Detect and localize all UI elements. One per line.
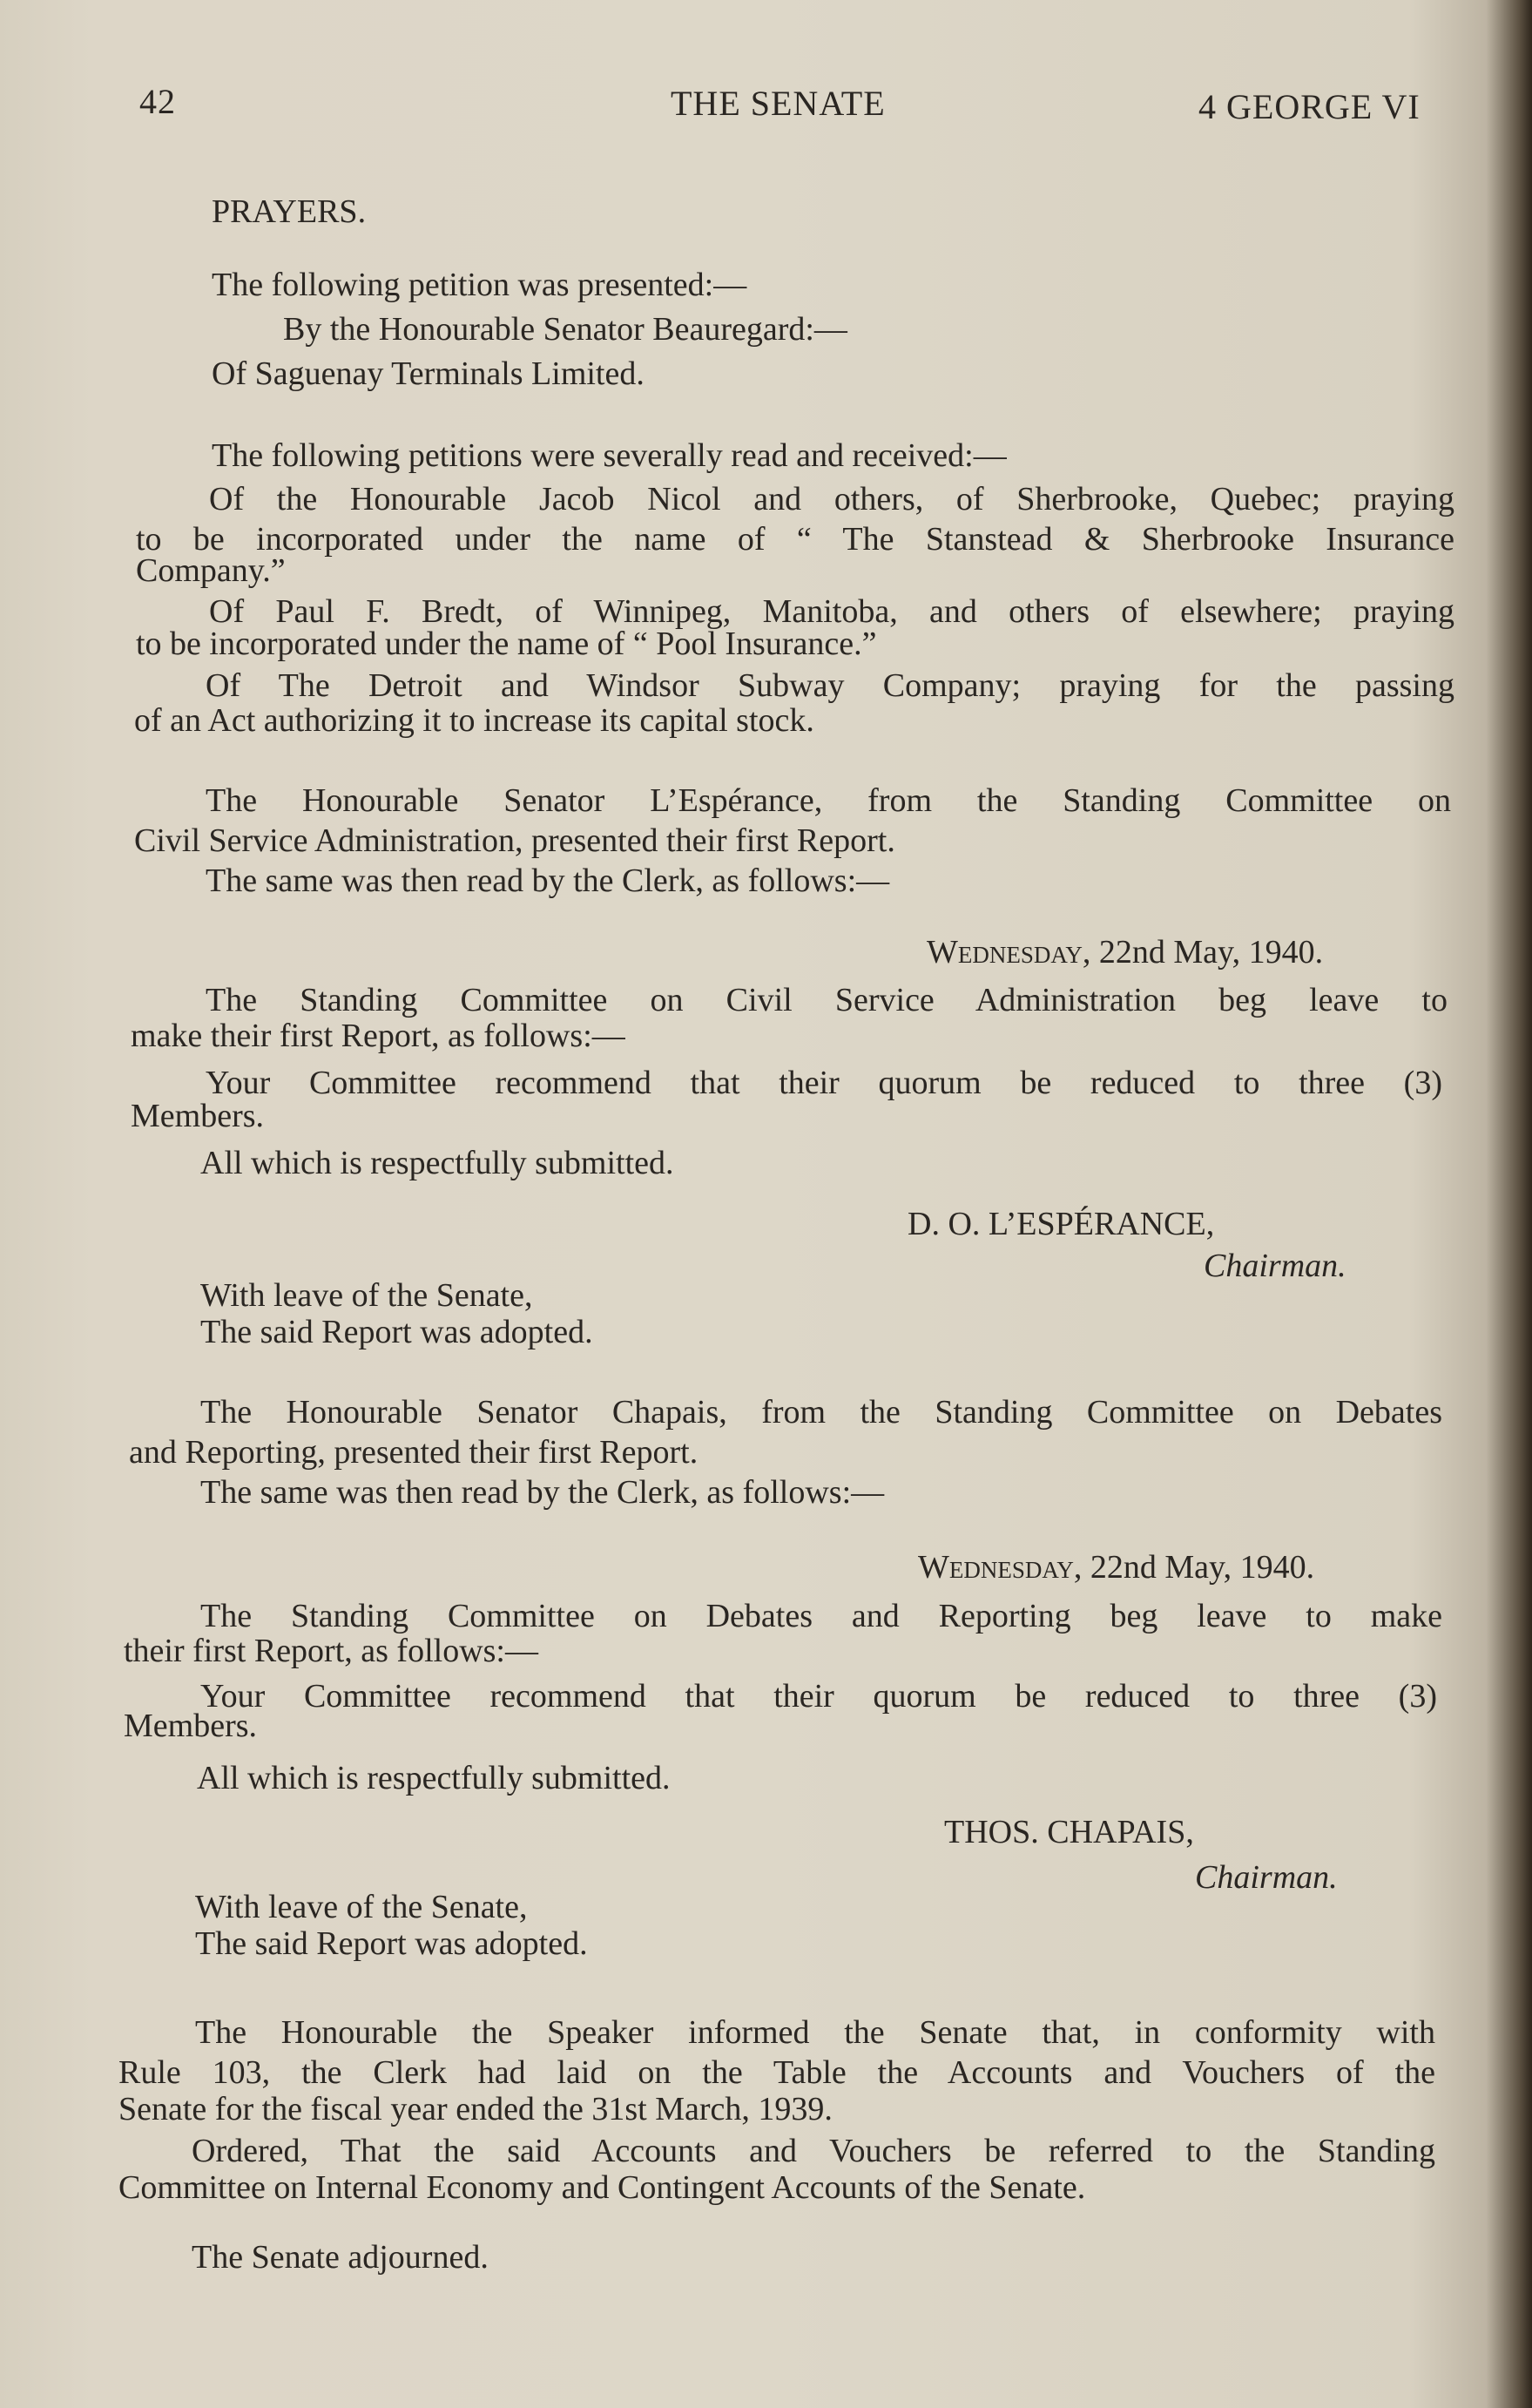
report1-read: The same was then read by the Clerk, as follows:— <box>206 862 890 899</box>
report1-date-day: Wednesday <box>927 934 1083 971</box>
speaker-line2: Rule 103, the Clerk had laid on the Table the Accounts and Vouchers of the <box>118 2054 1435 2091</box>
petition-presented-intro: The following petition was presented:— <box>212 267 747 303</box>
senate-adjourned: The Senate adjourned. <box>192 2239 489 2276</box>
report1-date-rest: , 22nd May, 1940. <box>1082 934 1324 971</box>
report1-role: Chairman. <box>1204 1248 1346 1284</box>
ordered-line1: Ordered, That the said Accounts and Vouchers be referred to the Standing <box>192 2133 1435 2169</box>
report2-date-day: Wednesday <box>918 1549 1074 1586</box>
report2-signature: THOS. CHAPAIS, <box>944 1814 1194 1850</box>
report2-rec-line1: Your Committee recommend that their quorum be reduced to three (3) <box>200 1678 1437 1715</box>
report1-body-line2: make their first Report, as follows:— <box>131 1018 625 1054</box>
petition-presented-of: Of Saguenay Terminals Limited. <box>212 355 645 392</box>
petition-nicol-line2: to be incorporated under the name of “ The Stanstead & Sherbrooke Insurance <box>136 521 1454 558</box>
report1-intro-line2: Civil Service Administration, presented their first Report. <box>134 822 895 859</box>
ordered-line2: Committee on Internal Economy and Contingent Accounts of the Senate. <box>118 2169 1086 2206</box>
report1-adopted: The said Report was adopted. <box>200 1314 593 1350</box>
report2-intro-line1: The Honourable Senator Chapais, from the Standing Committee on Debates <box>200 1394 1442 1431</box>
petition-bredt-line2: to be incorporated under the name of “ Pool Insurance.” <box>136 626 877 662</box>
report2-date <box>918 1549 1314 1586</box>
report1-signature: D. O. L’ESPÉRANCE, <box>908 1206 1215 1242</box>
report1-submitted: All which is respectfully submitted. <box>200 1145 674 1181</box>
report1-date <box>927 934 1323 971</box>
report2-adopted: The said Report was adopted. <box>195 1925 588 1962</box>
petitions-received-intro: The following petitions were severally read and received:— <box>212 437 1007 474</box>
report1-body-line1: The Standing Committee on Civil Service Administration beg leave to <box>206 982 1448 1018</box>
petition-bredt-line1: Of Paul F. Bredt, of Winnipeg, Manitoba, and others of elsewhere; praying <box>209 593 1454 630</box>
petition-nicol-line1: Of the Honourable Jacob Nicol and others, of Sherbrooke, Quebec; praying <box>209 481 1454 517</box>
report2-body-line2: their first Report, as follows:— <box>124 1633 538 1669</box>
petition-detroit-line2: of an Act authorizing it to increase its capital stock. <box>134 702 814 739</box>
petition-presented-by: By the Honourable Senator Beauregard:— <box>283 311 847 348</box>
report2-read: The same was then read by the Clerk, as follows:— <box>200 1474 885 1511</box>
petition-nicol-line3: Company.” <box>136 552 286 589</box>
report1-leave: With leave of the Senate, <box>200 1277 533 1314</box>
speaker-line1: The Honourable the Speaker informed the Senate that, in conformity with <box>195 2014 1435 2051</box>
report2-submitted: All which is respectfully submitted. <box>197 1760 671 1796</box>
regnal-year: 4 GEORGE VI <box>1198 87 1421 126</box>
report1-rec-line2: Members. <box>131 1098 265 1134</box>
report2-leave: With leave of the Senate, <box>195 1889 528 1925</box>
prayers-heading: PRAYERS. <box>212 193 367 230</box>
report2-body-line1: The Standing Committee on Debates and Reporting beg leave to make <box>200 1598 1442 1634</box>
report2-rec-line2: Members. <box>124 1708 258 1744</box>
page-number: 42 <box>139 82 176 121</box>
speaker-line3: Senate for the fiscal year ended the 31st March, 1939. <box>118 2091 833 2127</box>
report2-role: Chairman. <box>1195 1859 1338 1896</box>
running-title: THE SENATE <box>671 84 886 123</box>
report1-rec-line1: Your Committee recommend that their quorum be reduced to three (3) <box>206 1065 1442 1101</box>
report1-intro-line1: The Honourable Senator L’Espérance, from the Standing Committee on <box>206 782 1451 819</box>
petition-detroit-line1: Of The Detroit and Windsor Subway Company; praying for the passing <box>206 667 1454 704</box>
report2-date-rest: , 22nd May, 1940. <box>1073 1549 1315 1586</box>
report2-intro-line2: and Reporting, presented their first Report. <box>129 1434 699 1471</box>
